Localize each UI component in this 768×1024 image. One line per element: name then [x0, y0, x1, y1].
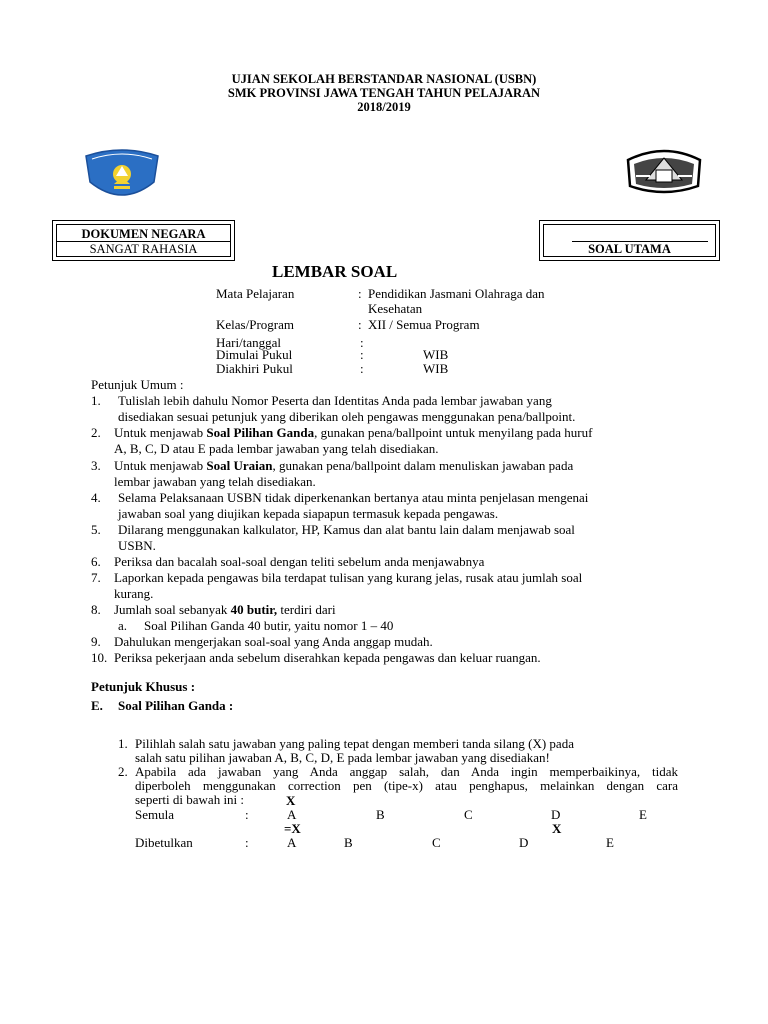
dokumen-negara-label: DOKUMEN NEGARA	[81, 227, 206, 241]
list-number: 3.	[91, 458, 101, 473]
petunjuk-umum-heading: Petunjuk Umum :	[91, 377, 184, 392]
list-item-text: Apabila ada jawaban yang Anda anggap salah, dan Anda ingin memperbaikinya, tidak	[135, 764, 678, 779]
list-item-text: seperti di bawah ini :	[135, 792, 245, 807]
option-letter: B	[344, 835, 353, 850]
dibetulkan-label: Dibetulkan	[135, 835, 193, 850]
list-item-text: A, B, C, D atau E pada lembar jawaban yang telah disediakan.	[114, 441, 439, 456]
info-colon: :	[360, 335, 364, 350]
colon: :	[245, 835, 249, 850]
jawa-tengah-crest-logo	[622, 146, 706, 198]
list-item-text: Untuk menjawab Soal Uraian, gunakan pena/ballpoint dalam menuliskan jawaban pada	[114, 458, 574, 473]
soal-utama-label: SOAL UTAMA	[588, 242, 671, 256]
list-item-text: Soal Pilihan Ganda 40 butir, yaitu nomor 1 – 40	[144, 618, 394, 633]
header-line-1: UJIAN SEKOLAH BERSTANDAR NASIONAL (USBN)	[231, 72, 537, 86]
list-item-text: Laporkan kepada pengawas bila terdapat tulisan yang kurang jelas, rusak atau jumlah soal	[114, 570, 583, 585]
header-line-3: 2018/2019	[357, 100, 411, 114]
info-label: Diakhiri Pukul	[216, 361, 293, 376]
cross-mark: X	[286, 793, 296, 808]
list-number: 1.	[118, 736, 128, 751]
petunjuk-khusus-heading: Petunjuk Khusus :	[91, 679, 196, 694]
list-item-text: Tulislah lebih dahulu Nomor Peserta dan Identitas Anda pada lembar jawaban yang	[118, 393, 552, 408]
list-item-text: Jumlah soal sebanyak 40 butir, terdiri dari	[114, 602, 336, 617]
list-item-text: lembar jawaban yang telah disediakan.	[114, 474, 316, 489]
header-line-2: SMK PROVINSI JAWA TENGAH TAHUN PELAJARAN	[227, 86, 541, 100]
list-item-text: Periksa dan bacalah soal-soal dengan teliti sebelum anda menjawabnya	[114, 554, 485, 569]
list-number: 4.	[91, 490, 101, 505]
info-colon: :	[358, 286, 362, 301]
option-letter: A	[287, 835, 297, 850]
option-letter: D	[551, 807, 561, 822]
list-item-text: jawaban soal yang diujikan kepada siapapun termasuk kepada pengawas.	[118, 506, 499, 521]
info-label: Kelas/Program	[216, 317, 294, 332]
info-label: Mata Pelajaran	[216, 286, 295, 301]
page-title: LEMBAR SOAL	[272, 262, 398, 281]
info-colon: :	[360, 347, 364, 362]
option-letter: B	[376, 807, 385, 822]
tut-wuri-handayani-logo	[80, 146, 164, 202]
colon: :	[245, 807, 249, 822]
info-label: Hari/tanggal	[216, 335, 281, 350]
option-letter: A	[287, 807, 297, 822]
info-value-cont: Kesehatan	[368, 301, 423, 316]
list-item-text: Dahulukan mengerjakan soal-soal yang Anda anggap mudah.	[114, 634, 433, 649]
option-letter: E	[606, 835, 614, 850]
list-number: 9.	[91, 634, 101, 649]
list-number: 7.	[91, 570, 101, 585]
list-item-text: Pilihlah salah satu jawaban yang paling tepat dengan memberi tanda silang (X) pada	[135, 736, 574, 751]
info-value: XII / Semua Program	[368, 317, 480, 332]
cancelled-cross-mark: =X	[284, 821, 301, 836]
option-letter: E	[639, 807, 647, 822]
list-item-text: disediakan sesuai petunjuk yang diberikan oleh pengawas menggunakan pena/ballpoint.	[118, 409, 576, 424]
list-number: 10.	[91, 650, 108, 665]
option-letter: D	[519, 835, 529, 850]
list-number: a.	[118, 618, 128, 633]
info-colon: :	[360, 361, 364, 376]
list-number: 2.	[118, 764, 128, 779]
list-item-text: Untuk menjawab Soal Pilihan Ganda, gunakan pena/ballpoint untuk menyilang pada huruf	[114, 425, 593, 440]
list-item-text: Dilarang menggunakan kalkulator, HP, Kamus dan alat bantu lain dalam menjawab soal	[118, 522, 575, 537]
option-letter: C	[464, 807, 473, 822]
sangat-rahasia-label: SANGAT RAHASIA	[89, 242, 198, 256]
info-value: WIB	[423, 361, 449, 376]
list-item-text: USBN.	[118, 538, 156, 553]
list-item-text: kurang.	[114, 586, 154, 601]
info-colon: :	[358, 317, 362, 332]
section-letter: E.	[91, 698, 103, 713]
document-classification-box	[52, 220, 235, 261]
cross-mark: X	[552, 821, 562, 836]
list-number: 2.	[91, 425, 101, 440]
info-label: Dimulai Pukul	[216, 347, 293, 362]
list-item-text: salah satu pilihan jawaban A, B, C, D, E pada lembar jawaban yang disediakan!	[135, 750, 550, 765]
list-item-text: Periksa pekerjaan anda sebelum diserahkan kepada pengawas dan keluar ruangan.	[114, 650, 541, 665]
info-value: Pendidikan Jasmani Olahraga dan	[368, 286, 545, 301]
section-title: Soal Pilihan Ganda :	[118, 698, 234, 713]
info-value: WIB	[423, 347, 449, 362]
list-item-text: diperboleh menggunakan correction pen (tipe-x) atau penghapus, melainkan dengan cara	[135, 778, 678, 793]
semula-label: Semula	[135, 807, 174, 822]
list-number: 8.	[91, 602, 101, 617]
list-number: 6.	[91, 554, 101, 569]
list-number: 1.	[91, 393, 101, 408]
list-item-text: Selama Pelaksanaan USBN tidak diperkenankan bertanya atau minta penjelasan mengenai	[118, 490, 589, 505]
list-number: 5.	[91, 522, 101, 537]
option-letter: C	[432, 835, 441, 850]
soal-utama-box	[539, 220, 720, 261]
